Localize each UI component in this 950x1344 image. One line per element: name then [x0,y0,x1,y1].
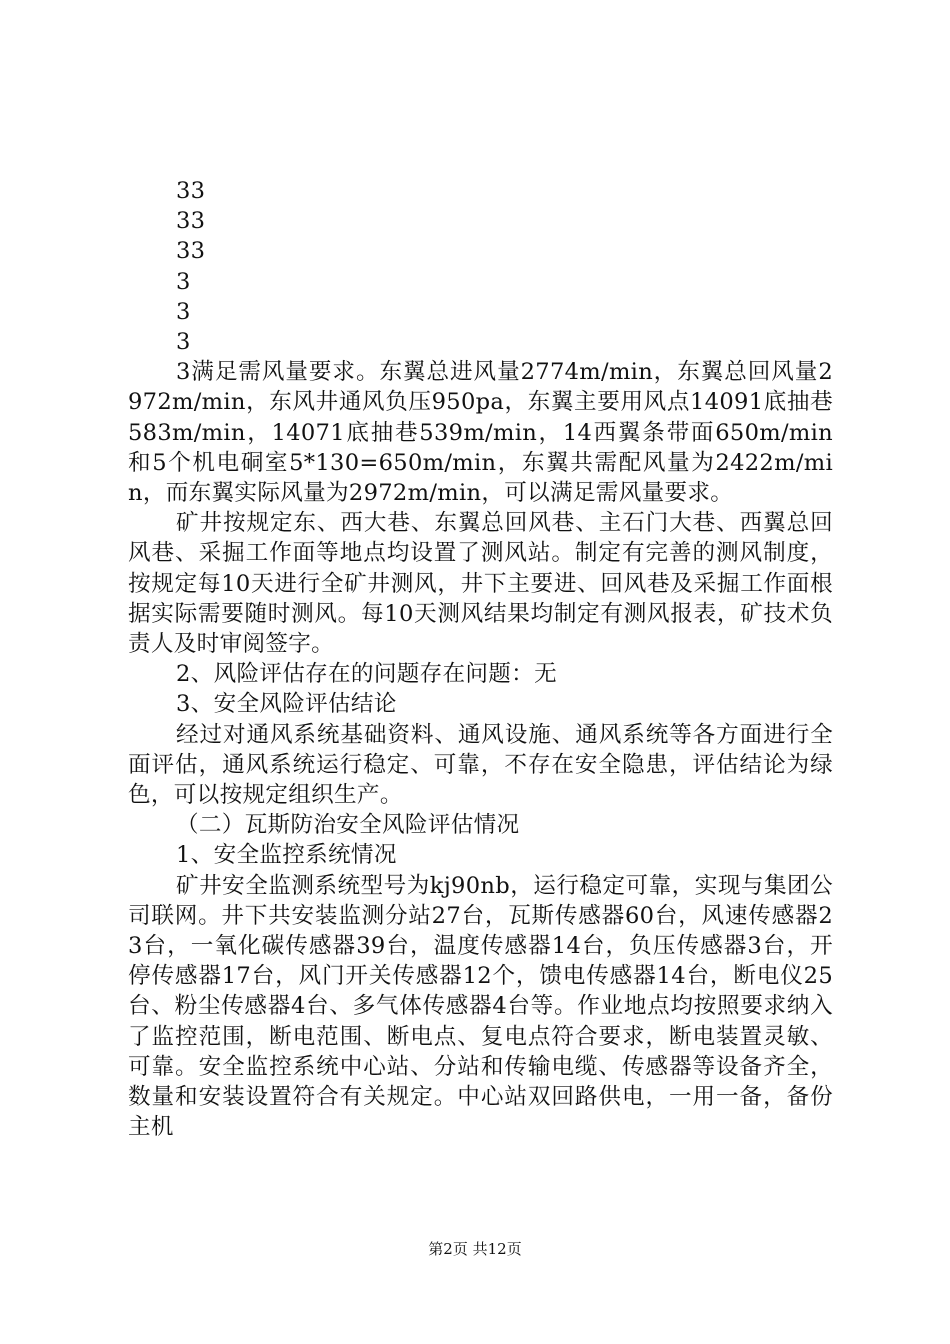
heading-gas-prevention: （二）瓦斯防治安全风险评估情况 [176,812,520,839]
number-line: 33 [176,178,206,204]
page-number-label: 第2页 共12页 [428,1240,522,1258]
page-footer [0,1238,950,1259]
paragraph-measurement-stations: 矿井按规定东、西大巷、东翼总回风巷、主石门大巷、西翼总回风巷、采掘工作面等地点均设置了测风站。制定有完善的测风制度，按规定每10天进行全矿井测风，井下主要进、回风巷及采掘工作面根据实际需要随时测风。每10天测风结果均制定有测风报表，矿技术负责人及时审阅签字。 [128,510,833,658]
heading-monitoring-system: 1、安全监控系统情况 [176,842,397,869]
paragraph-monitoring-system: 矿井安全监测系统型号为kj90nb，运行稳定可靠，实现与集团公司联网。井下共安装监测分站27台，瓦斯传感器60台，风速传感器23台，一氧化碳传感器39台，温度传感器14台，负压传感器3台，开停传感器17台，风门开关传感器12个，馈电传感器14台，断电仪25台、粉尘传感器4台、多气体传感器4台等。作业地点均按照要求纳入了监控范围，断电范围、断电点、复电点符合要求，断电装置灵敏、可靠。安全监控系统中心站、分站和传输电缆、传感器等设备齐全，数量和安装设置符合有关规定。中心站双回路供电，一用一备，备份主机 [128,872,833,1141]
number-line: 3 [176,268,191,295]
heading-risk-conclusion: 3、安全风险评估结论 [176,691,397,718]
number-line: 3 [176,329,191,356]
heading-risk-problems: 2、风险评估存在的问题存在问题：无 [176,661,557,688]
paragraph-airflow: 3满足需风量要求。东翼总进风量2774m/min，东翼总回风量2972m/min，东风井通风负压950pa，东翼主要用风点14091底抽巷583m/min，14071底抽巷539m/min，14西翼条带面650m/min和5个机电硐室5*130=650m/min，东翼共需配风量为2422m/min，而东翼实际风量为2972m/min，可以满足需风量要求。 [128,359,833,507]
number-line: 3 [176,298,191,325]
number-line: 33 [176,238,206,265]
number-line: 33 [176,208,206,235]
paragraph-conclusion: 经过对通风系统基础资料、通风设施、通风系统等各方面进行全面评估，通风系统运行稳定、可靠，不存在安全隐患，评估结论为绿色，可以按规定组织生产。 [128,721,833,809]
page-content [128,176,833,1143]
